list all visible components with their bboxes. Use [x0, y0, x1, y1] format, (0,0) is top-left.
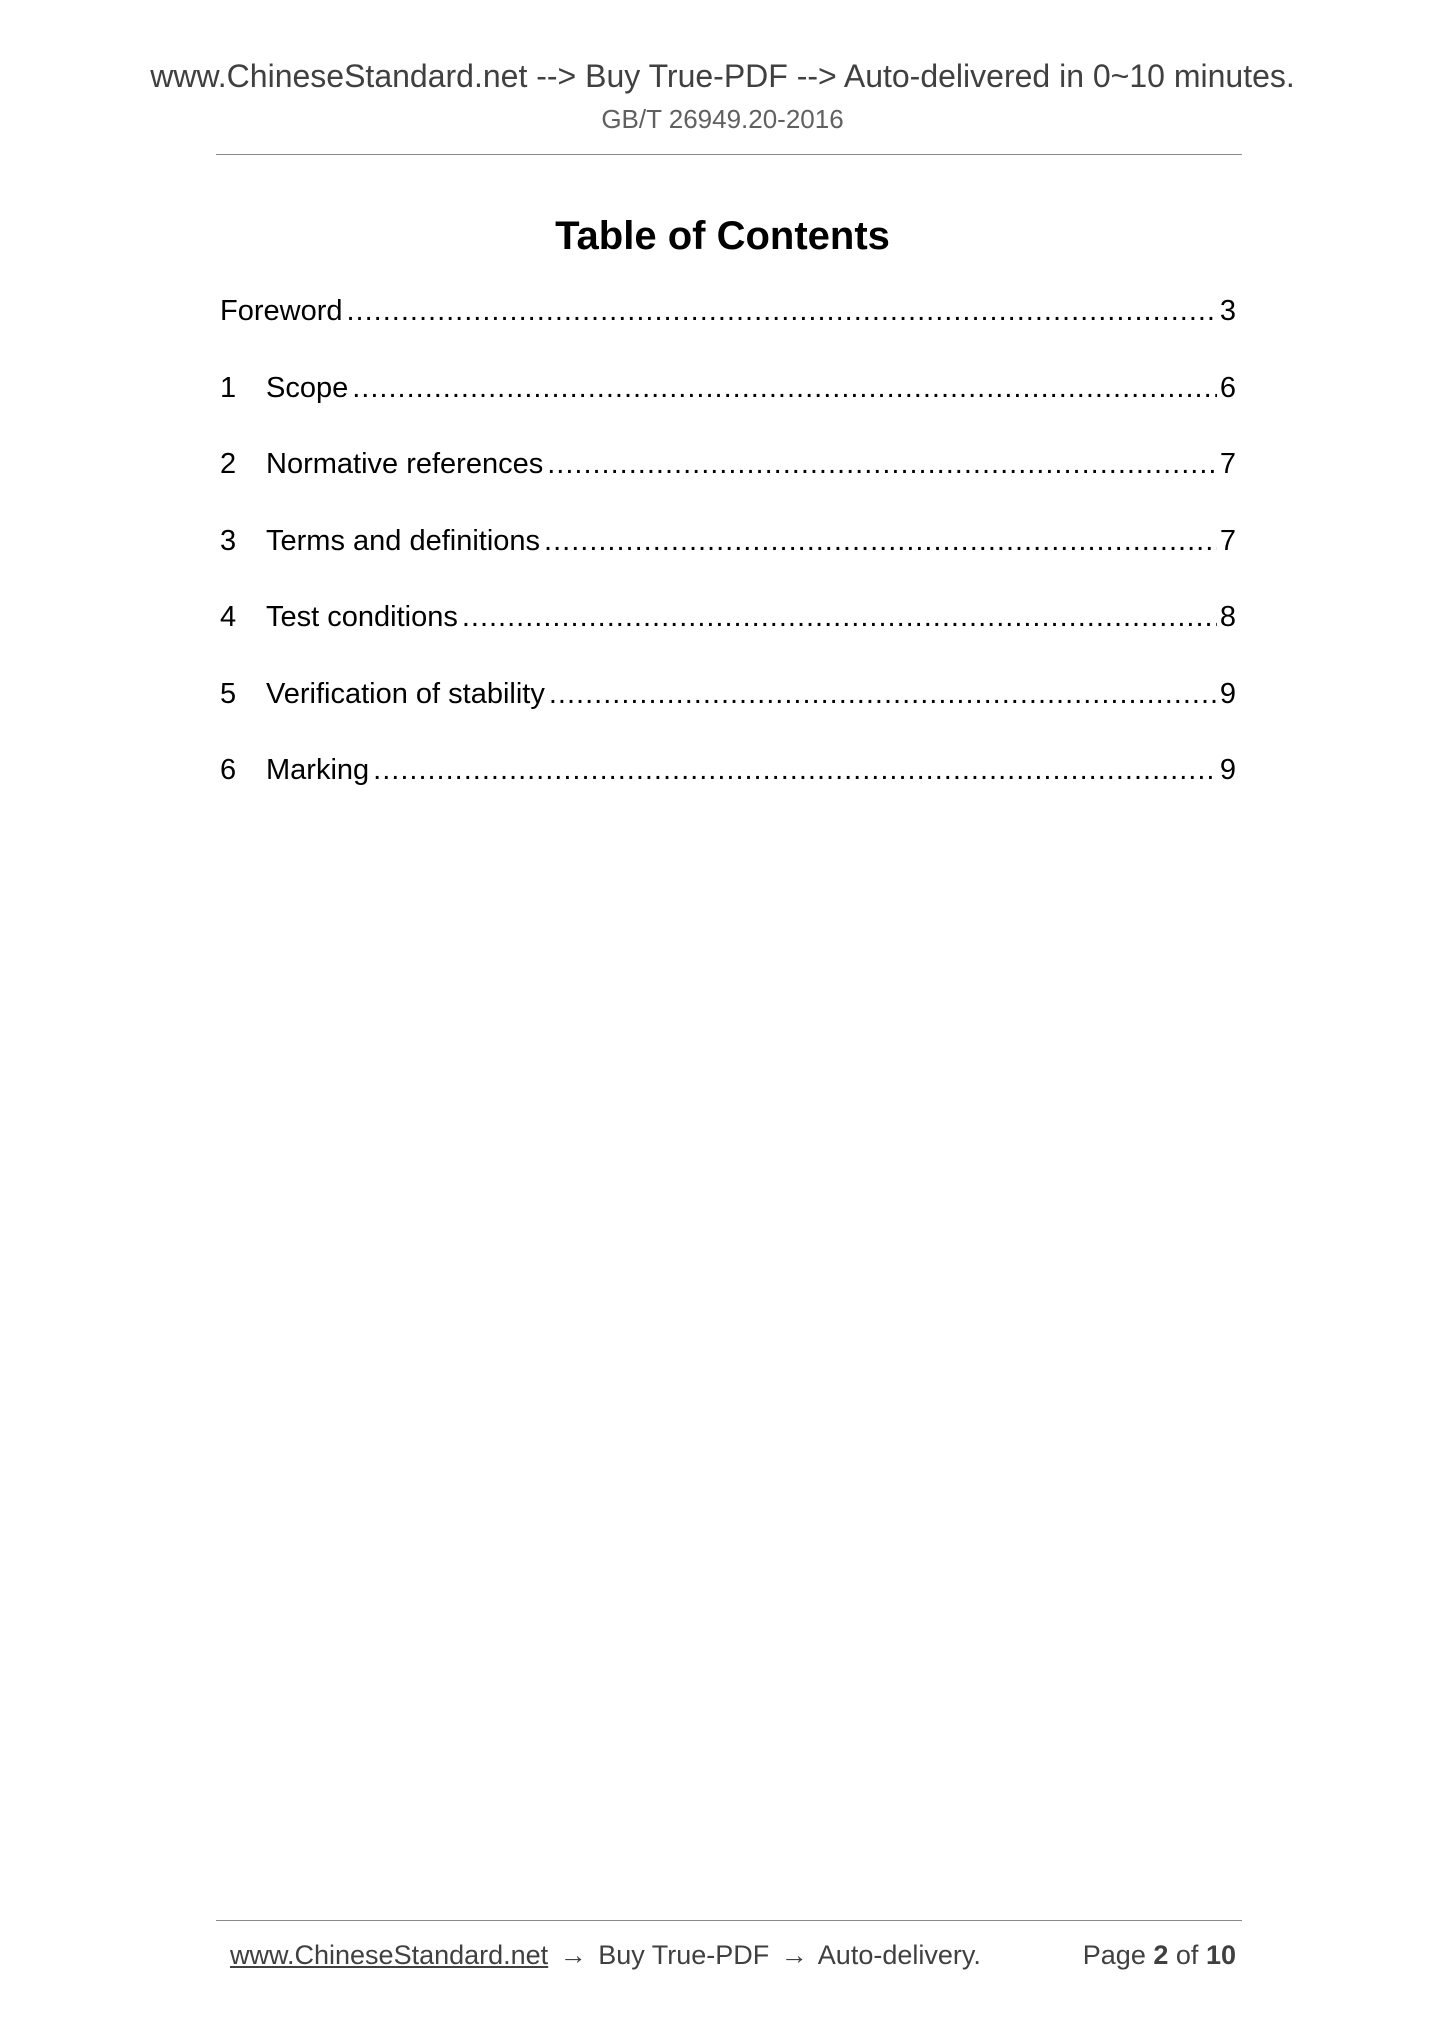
toc-dot-leader — [373, 754, 1217, 787]
header-divider — [216, 154, 1242, 155]
toc-dot-leader — [352, 372, 1217, 405]
toc-entry-foreword[interactable] — [220, 295, 1236, 372]
toc-entry-page: 6 — [1219, 371, 1236, 404]
footer-divider — [216, 1920, 1242, 1921]
toc-entry-number: 4 — [220, 601, 237, 633]
footer-promo — [230, 1940, 981, 1971]
toc-entry-normative-references[interactable] — [220, 448, 1236, 525]
page-number-of: of — [1175, 1940, 1199, 1970]
toc-entry-number: 2 — [220, 448, 237, 480]
toc-entry-page: 9 — [1219, 754, 1236, 786]
toc-entry-scope[interactable] — [220, 372, 1236, 449]
toc-entry-page: 9 — [1219, 677, 1236, 710]
toc-entry-label: Scope — [266, 371, 349, 404]
toc-dot-leader — [347, 295, 1217, 328]
toc-entry-label: Foreword — [220, 295, 343, 327]
toc-entry-page: 8 — [1219, 601, 1236, 633]
page-number-total: 10 — [1205, 1940, 1236, 1970]
table-of-contents — [220, 295, 1236, 831]
right-arrow-icon: → — [559, 1940, 587, 1970]
footer-buy-text: Buy True-PDF — [598, 1940, 770, 1970]
toc-entry-label: Verification of stability — [266, 677, 545, 710]
toc-entry-label: Test conditions — [266, 601, 458, 633]
toc-entry-page: 3 — [1219, 295, 1236, 327]
toc-entry-number: 5 — [220, 677, 237, 710]
toc-entry-label: Normative references — [266, 448, 544, 480]
page-number-current: 2 — [1153, 1940, 1169, 1970]
toc-entry-terms-and-definitions[interactable] — [220, 525, 1236, 602]
page-number — [1083, 1940, 1236, 1971]
toc-entry-label: Marking — [266, 754, 370, 786]
page-title: Table of Contents — [555, 214, 890, 258]
toc-dot-leader — [549, 678, 1217, 711]
toc-entry-marking[interactable] — [220, 754, 1236, 831]
right-arrow-icon: → — [780, 1940, 808, 1970]
toc-entry-verification-of-stability[interactable] — [220, 678, 1236, 755]
footer-site-link[interactable]: www.ChineseStandard.net — [230, 1940, 549, 1970]
toc-dot-leader — [544, 525, 1217, 558]
toc-entry-page: 7 — [1219, 448, 1236, 480]
toc-entry-label: Terms and definitions — [266, 524, 541, 557]
page-number-prefix: Page — [1082, 1940, 1146, 1970]
toc-entry-test-conditions[interactable] — [220, 601, 1236, 678]
toc-entry-number: 1 — [220, 371, 237, 404]
header-banner: www.ChineseStandard.net --> Buy True-PDF --> Auto-delivered in 0~10 minutes. — [150, 58, 1295, 94]
toc-entry-number: 3 — [220, 524, 237, 557]
document-code: GB/T 26949.20-2016 — [601, 104, 844, 134]
toc-dot-leader — [462, 601, 1217, 634]
footer-delivery-text: Auto-delivery. — [817, 1940, 981, 1970]
toc-entry-number: 6 — [220, 754, 237, 786]
toc-entry-page: 7 — [1219, 524, 1236, 557]
toc-dot-leader — [547, 448, 1217, 481]
